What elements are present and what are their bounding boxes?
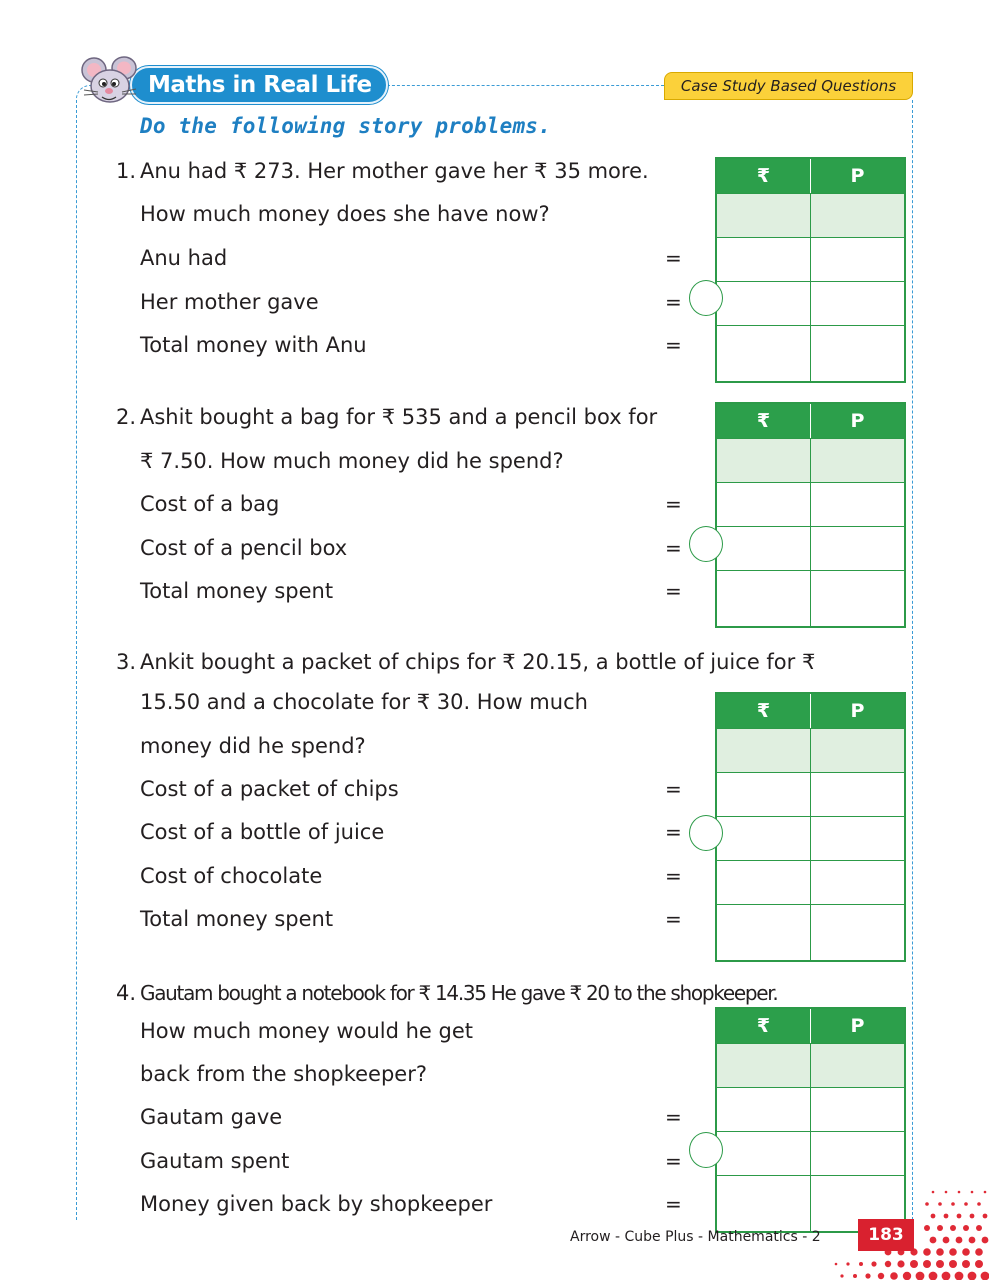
table-cell[interactable] [810,194,904,237]
question-2-item-1: Cost of a bag [140,492,280,516]
paise-header: P [810,1009,904,1043]
paise-header: P [810,404,904,438]
paise-header: P [810,159,904,193]
question-3-item-1: Cost of a packet of chips [140,777,399,801]
operator-circle[interactable] [689,815,723,851]
table-cell[interactable] [810,861,904,904]
equals-sign: = [665,1149,682,1173]
table-cell[interactable] [810,326,904,381]
table-row [717,860,904,904]
table-row [717,526,904,570]
question-4-line-3: back from the shopkeeper? [140,1062,427,1086]
table-cell[interactable] [717,527,810,570]
table-row [717,281,904,325]
rupee-header: ₹ [756,1015,771,1037]
equals-sign: = [665,333,682,357]
table-cell[interactable] [810,483,904,526]
table-row [717,482,904,526]
instruction-text: Do the following story problems. [140,114,551,138]
table-header-row [717,1009,904,1043]
money-table-2 [715,402,906,628]
table-cell[interactable] [717,1176,810,1231]
question-2-item-2: Cost of a pencil box [140,536,348,560]
question-2-line-2: ₹ 7.50. How much money did he spend? [140,449,564,473]
question-4-number: 4. [116,981,137,1005]
equals-sign: = [665,820,682,844]
footer-book-title: Arrow - Cube Plus - Mathematics - 2 [570,1229,821,1245]
question-1-item-3: Total money with Anu [140,333,367,357]
table-cell[interactable] [717,773,810,816]
question-3-item-4: Total money spent [140,907,334,931]
table-cell[interactable] [810,439,904,482]
table-header-row [717,159,904,193]
table-row [717,570,904,626]
question-3-item-3: Cost of chocolate [140,864,323,888]
question-1-line-1: Anu had ₹ 273. Her mother gave her ₹ 35 more. [140,159,649,183]
rupee-header: ₹ [756,165,771,187]
equals-sign: = [665,536,682,560]
case-study-tag [664,72,913,100]
table-cell[interactable] [717,1132,810,1175]
table-cell[interactable] [810,773,904,816]
operator-circle[interactable] [689,1132,723,1168]
question-2-item-3: Total money spent [140,579,334,603]
question-2-line-1: Ashit bought a bag for ₹ 535 and a pencil box for [140,405,658,429]
table-row [717,816,904,860]
equals-sign: = [665,246,682,270]
question-3-item-2: Cost of a bottle of juice [140,820,385,844]
question-4-item-3: Money given back by shopkeeper [140,1192,493,1216]
table-cell[interactable] [717,439,810,482]
frame-top-border [372,85,664,86]
table-cell[interactable] [810,238,904,281]
question-3-line-3: money did he spend? [140,734,366,758]
mouse-mascot-icon [80,56,140,108]
table-cell[interactable] [810,282,904,325]
table-cell[interactable] [810,527,904,570]
money-table-3 [715,692,906,962]
equals-sign: = [665,907,682,931]
equals-sign: = [665,579,682,603]
question-4-item-1: Gautam gave [140,1105,283,1129]
rupee-header: ₹ [756,700,771,722]
table-row [717,237,904,281]
table-cell[interactable] [717,194,810,237]
table-cell[interactable] [717,326,810,381]
table-row [717,1131,904,1175]
case-study-tag-label: Case Study Based Questions [680,77,897,95]
equals-sign: = [665,1192,682,1216]
equals-sign: = [665,777,682,801]
rupee-header: ₹ [756,410,771,432]
operator-circle[interactable] [689,280,723,316]
paise-header: P [810,694,904,728]
table-cell[interactable] [810,729,904,772]
question-3-line-2: 15.50 and a chocolate for ₹ 30. How much [140,690,588,714]
table-row [717,772,904,816]
table-header-row [717,694,904,728]
equals-sign: = [665,864,682,888]
question-4-line-2: How much money would he get [140,1019,473,1043]
equals-sign: = [665,290,682,314]
table-cell[interactable] [717,861,810,904]
table-cell[interactable] [810,1088,904,1131]
table-cell[interactable] [717,1044,810,1087]
page-number: 183 [858,1219,914,1251]
table-cell[interactable] [717,282,810,325]
table-cell[interactable] [810,1044,904,1087]
question-3-line-1: Ankit bought a packet of chips for ₹ 20.15, a bottle of juice for ₹ [140,650,816,674]
table-cell[interactable] [717,905,810,960]
money-table-1 [715,157,906,383]
question-1-item-1: Anu had [140,246,228,270]
question-1-item-2: Her mother gave [140,290,319,314]
table-cell[interactable] [717,238,810,281]
question-1-number: 1. [116,159,137,183]
table-row [717,904,904,960]
table-row [717,1087,904,1131]
operator-circle[interactable] [689,526,723,562]
table-cell[interactable] [810,817,904,860]
question-3-number: 3. [116,650,137,674]
table-row [717,193,904,237]
equals-sign: = [665,1105,682,1129]
question-2-number: 2. [116,405,137,429]
table-header-row [717,404,904,438]
section-title: Maths in Real Life [148,72,372,98]
table-row [717,728,904,772]
table-cell[interactable] [717,817,810,860]
table-cell[interactable] [717,729,810,772]
equals-sign: = [665,492,682,516]
section-header [130,66,388,104]
table-cell[interactable] [810,905,904,960]
table-cell[interactable] [717,483,810,526]
table-cell[interactable] [717,1088,810,1131]
table-row [717,1043,904,1087]
frame-right-border [912,100,913,1220]
question-4-line-1: Gautam bought a notebook for ₹ 14.35 He gave ₹ 20 to the shopkeeper. [140,981,778,1005]
table-cell[interactable] [810,571,904,626]
frame-left-border [76,100,77,1220]
table-row [717,325,904,381]
question-1-line-2: How much money does she have now? [140,202,550,226]
table-cell[interactable] [717,571,810,626]
table-row [717,438,904,482]
question-4-item-2: Gautam spent [140,1149,290,1173]
table-cell[interactable] [810,1132,904,1175]
